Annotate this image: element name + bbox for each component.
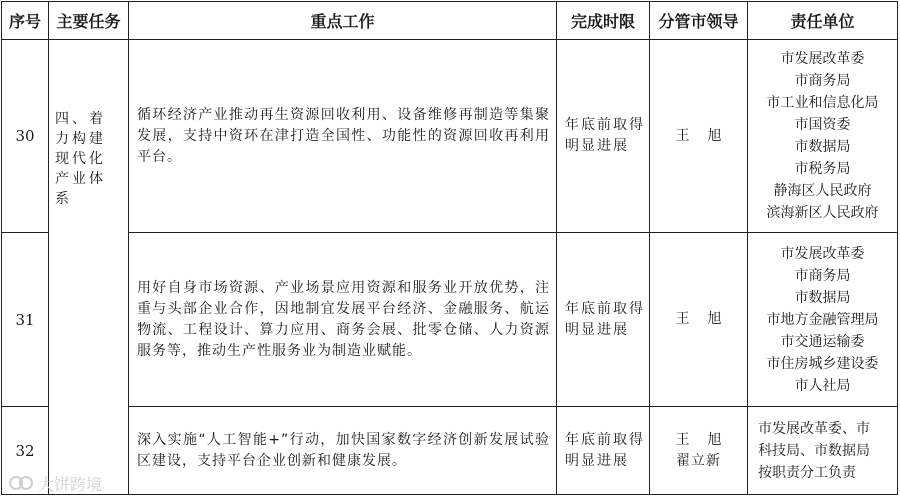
header-row — [2, 2, 898, 40]
watermark — [8, 472, 102, 494]
leader-name: 王旭 — [675, 311, 740, 327]
unit-item: 按职责分工负责 — [758, 464, 856, 481]
unit-item: 静海区人民政府 — [773, 183, 872, 199]
main-task-text: 四、着力构建现代化产业体系 — [55, 111, 106, 207]
watermark-logo-icon — [8, 474, 34, 492]
row-work: 用好自身市场资源、产业场景应用资源和服务业开放优势，注重与头部企业合作，因地制宜发展平台经济、金融服务、航运物流、工程设计、算力应用、商务会展、批零仓储、人力资源服务等，推动生产性服务业为制造业赋能。 — [129, 233, 557, 407]
unit-item: 市数据局 — [794, 139, 851, 155]
table-row — [2, 233, 898, 407]
unit-item: 科技局、市数据局 — [758, 442, 870, 459]
row-leader — [650, 40, 748, 233]
unit-item: 市税务局 — [794, 161, 851, 177]
row-units — [748, 407, 898, 495]
row-work: 深入实施“人工智能+”行动，加快国家数字经济创新发展试验区建设，支持平台企业创新和健康发展。 — [129, 407, 557, 495]
row-deadline: 年底前取得明显进展 — [557, 40, 650, 233]
header-leader: 分管市领导 — [650, 2, 748, 40]
unit-item: 市商务局 — [794, 267, 851, 284]
unit-item: 市交通运输委 — [780, 333, 865, 350]
unit-item: 市住房城乡建设委 — [766, 355, 879, 372]
row-seq: 31 — [2, 233, 49, 407]
unit-item: 市数据局 — [794, 289, 851, 306]
unit-item: 市发展改革委 — [780, 51, 865, 67]
row-seq: 32 — [2, 407, 49, 495]
unit-item: 市发展改革委、市 — [758, 420, 870, 437]
header-seq: 序号 — [2, 2, 49, 40]
unit-item: 滨海新区人民政府 — [766, 205, 879, 221]
unit-item: 市地方金融管理局 — [766, 311, 879, 328]
unit-item: 市工业和信息化局 — [766, 95, 879, 111]
leader-name: 翟立新 — [676, 452, 721, 469]
header-unit: 责任单位 — [748, 2, 898, 40]
main-task-cell — [49, 40, 129, 495]
row-seq: 30 — [2, 40, 49, 233]
unit-item: 市国资委 — [794, 117, 851, 133]
header-deadline: 完成时限 — [557, 2, 650, 40]
row-units — [748, 233, 898, 407]
header-task: 主要任务 — [49, 2, 129, 40]
unit-item: 市人社局 — [794, 377, 851, 394]
row-leader — [650, 233, 748, 407]
table-row — [2, 40, 898, 233]
header-work: 重点工作 — [129, 2, 557, 40]
watermark-text: 大饼跨境 — [38, 474, 103, 494]
row-deadline: 年底前取得明显进展 — [557, 407, 650, 495]
row-leader — [650, 407, 748, 495]
unit-item: 市发展改革委 — [780, 245, 865, 262]
unit-item: 市商务局 — [794, 73, 851, 89]
row-units — [748, 40, 898, 233]
task-table — [1, 1, 898, 495]
row-work: 循环经济产业推动再生资源回收利用、设备维修再制造等集聚发展，支持中资环在津打造全国性、功能性的资源回收再利用平台。 — [129, 40, 557, 233]
table-row — [2, 407, 898, 495]
leader-name: 王旭 — [675, 127, 740, 144]
row-deadline: 年底前取得明显进展 — [557, 233, 650, 407]
leader-name: 王旭 — [675, 431, 740, 448]
